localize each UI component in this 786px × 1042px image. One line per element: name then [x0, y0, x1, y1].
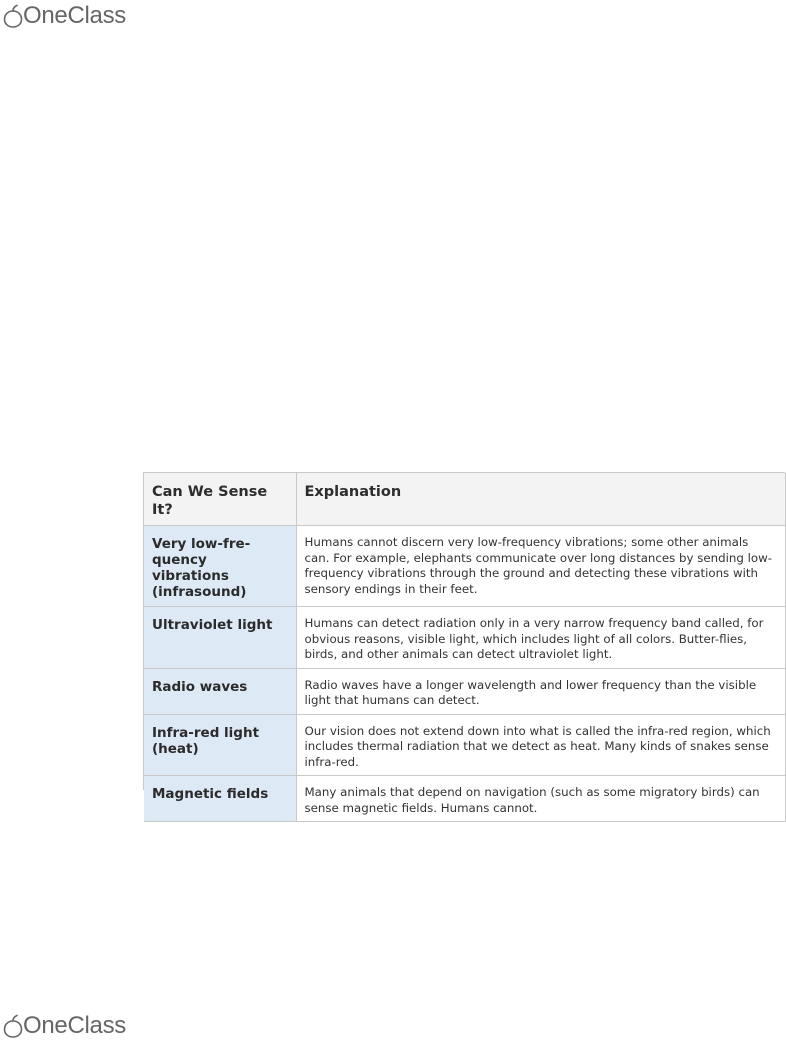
- explanation-cell: Our vision does not extend down into what is called the infra-red region, which includes thermal radiation that we detect as heat. Many kinds of snakes sense infra-red.: [296, 714, 785, 776]
- acorn-icon: [2, 4, 24, 28]
- table-row: [144, 714, 785, 776]
- table-row: [144, 526, 785, 607]
- table-row: [144, 607, 785, 669]
- acorn-icon: [2, 1014, 24, 1038]
- sense-cell: Radio waves: [144, 668, 296, 714]
- senses-table: [144, 473, 786, 822]
- sense-cell: Infra-red light (heat): [144, 714, 296, 776]
- brand-name: OneClass: [23, 1012, 126, 1039]
- explanation-cell: Many animals that depend on navigation (such as some migratory birds) can sense magnetic fields. Humans cannot.: [296, 776, 785, 822]
- brand-logo-top: [2, 4, 126, 28]
- explanation-cell: Humans can detect radiation only in a very narrow frequency band called, for obvious reasons, visible light, which includes light of all colors. Butter-flies, birds, and other animals can detect ultraviolet light.: [296, 607, 785, 669]
- table-row: [144, 776, 785, 822]
- sense-cell: Ultraviolet light: [144, 607, 296, 669]
- header-explanation: Explanation: [296, 473, 785, 526]
- header-can-we-sense: Can We Sense It?: [144, 473, 296, 526]
- senses-table-container: [143, 472, 785, 815]
- brand-logo-bottom: [2, 1014, 126, 1038]
- table-header-row: [144, 473, 785, 526]
- explanation-cell: Humans cannot discern very low-frequency vibrations; some other animals can. For example, elephants communicate over long distances by sending low-frequency vibrations through the ground and detecting these vibrations with sensory endings in their feet.: [296, 526, 785, 607]
- sense-cell: Magnetic fields: [144, 776, 296, 822]
- sense-cell: Very low-fre-quency vibrations (infrasound): [144, 526, 296, 607]
- table-row: [144, 668, 785, 714]
- brand-name: OneClass: [23, 2, 126, 29]
- explanation-cell: Radio waves have a longer wavelength and lower frequency than the visible light that humans can detect.: [296, 668, 785, 714]
